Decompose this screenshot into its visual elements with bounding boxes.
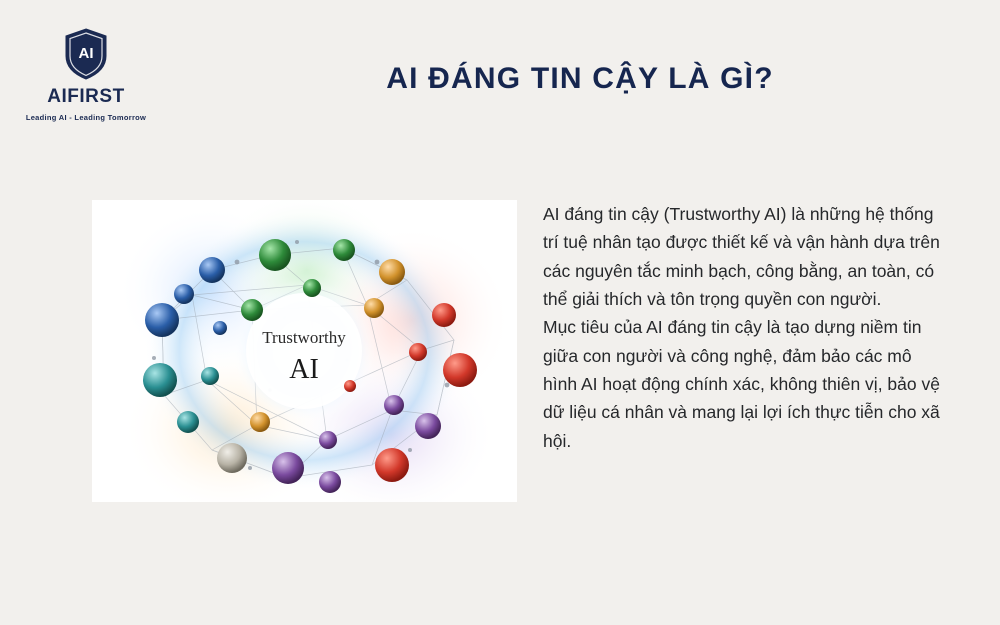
brand-name-part2: FIRST (67, 86, 125, 107)
illustration-center-label-line2: AI (289, 354, 319, 385)
body-text (543, 200, 943, 455)
brand-tagline: Leading AI - Leading Tomorrow (25, 113, 147, 122)
brand-name-part1: AI (47, 86, 68, 107)
svg-text:AI: AI (78, 45, 94, 62)
brand-logo (24, 28, 148, 122)
page-title: AI ĐÁNG TIN CẬY LÀ GÌ? (386, 62, 774, 95)
brand-wordmark (24, 86, 148, 108)
illustration-center-label-line1: Trustworthy (262, 328, 346, 347)
paragraph-1: AI đáng tin cậy (Trustworthy AI) là những hệ thống trí tuệ nhân tạo được thiết kế và vận hành dựa trên các nguyên tắc minh bạch, công bằng, an toàn, có thể giải thích và tôn trọng quyền con người. (543, 204, 940, 310)
trustworthy-ai-illustration (92, 200, 517, 502)
shield-ai-icon (64, 28, 108, 80)
paragraph-2: Mục tiêu của AI đáng tin cậy là tạo dựng niềm tin giữa con người và công nghệ, đảm bảo các mô hình AI hoạt động chính xác, không thiên vị, bảo vệ dữ liệu cá nhân và mang lại lợi ích thực tiễn cho xã hội. (543, 317, 940, 451)
